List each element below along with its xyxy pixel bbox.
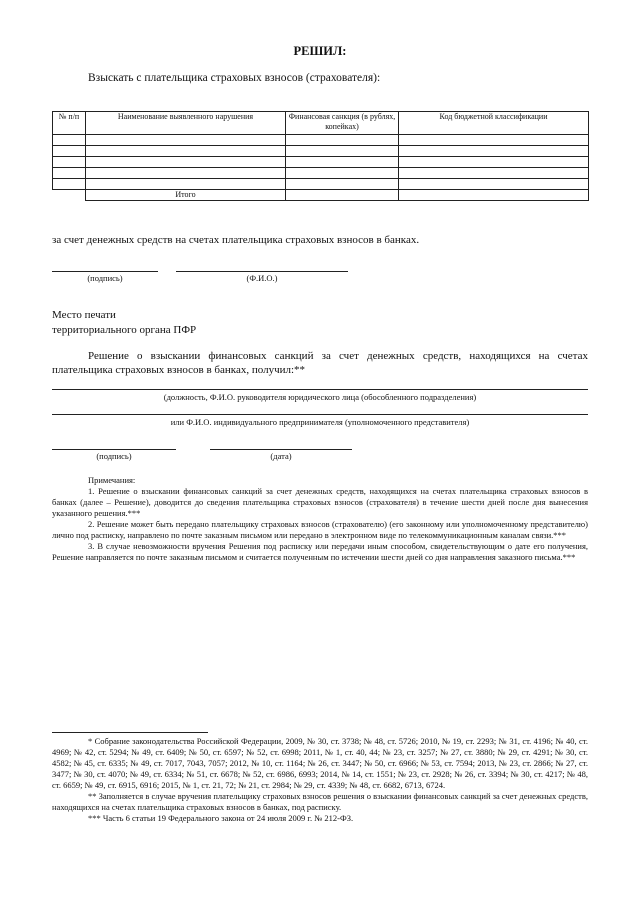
footnotes-block (52, 736, 588, 824)
stamp-line-1: Место печати (52, 309, 116, 321)
table-row (53, 179, 589, 190)
received-text: Решение о взыскании финансовых санкций за счет денежных средств, находящихся на счетах плательщика страховых взносов в банках, получил:** (52, 350, 588, 376)
table-header-row (53, 112, 589, 135)
entrepreneur-line (52, 414, 588, 415)
footnote-item: *** Часть 6 статьи 19 Федерального закона от 24 июля 2009 г. № 212-ФЗ. (88, 813, 354, 823)
footnote-item: ** Заполняется в случае вручения плательщику страховых взносов решения о взыскании финансовых санкций за счет денежных средств, находящихся на счетах плательщика страховых взносов в банках, под расписку. (52, 791, 588, 812)
signature-caption-2: (подпись) (96, 451, 132, 461)
header-sanction: Финансовая санкция (в рублях, копейках) (286, 112, 399, 135)
signature-line (52, 271, 158, 272)
intro-text: Взыскать с плательщика страховых взносов (страхователя): (88, 72, 381, 84)
footnote-separator (52, 732, 208, 733)
date-line (210, 449, 352, 450)
funds-text: за счет денежных средств на счетах плательщика страховых взносов в банках. (52, 234, 420, 246)
table-row (53, 135, 589, 146)
page-title: РЕШИЛ: (293, 44, 347, 58)
table-row (53, 157, 589, 168)
entrepreneur-caption: или Ф.И.О. индивидуального предпринимателя (уполномоченного представителя) (170, 417, 470, 427)
note-item: 2. Решение может быть передано плательщику страховых взносов (страхователю) (его законному или уполномоченному представителю) лично под расписку, направлено по почте заказным письмом или передано в электронном виде по телекоммуникационным каналам связи.*** (52, 519, 588, 540)
sanctions-table (52, 111, 589, 201)
position-caption: (должность, Ф.И.О. руководителя юридического лица (обособленного подразделения) (163, 392, 477, 402)
fio-line (176, 271, 348, 272)
note-item: 1. Решение о взыскании финансовых санкций за счет денежных средств, находящихся на счетах плательщика страховых взносов в банках (далее – Решение), доводится до сведения плательщика страховых взносов (страхователя) в течение шести дней после дня вынесения указанного решения.*** (52, 486, 588, 518)
signature-line-2 (52, 449, 176, 450)
header-violation: Наименование выявленного нарушения (86, 112, 286, 135)
date-caption: (дата) (270, 451, 292, 461)
table-row (53, 146, 589, 157)
fio-caption: (Ф.И.О.) (246, 273, 278, 283)
footnote-item: * Собрание законодательства Российской Федерации, 2009, № 30, ст. 3738; № 48, ст. 5726; 2010, № 19, ст. 2293; № 31, ст. 4196; № 40, ст. 4969; № 42, ст. 5294; № 49, ст. 6409; № 50, ст. 6597; № 52, ст. 6998; 2011, № 1, ст. 40, 44; № 23, ст. 3257; № 27, ст. 3880; № 29, ст. 4291; № 30, ст. 4582; № 45, ст. 6335; № 49, ст. 7017, 7043, 7057; 2012, № 10, ст. 1164; № 26, ст. 3447; № 50, ст. 6966; № 53, ст. 7594; 2013, № 23, ст. 2866; № 27, ст. 3477; № 30, ст. 4070; № 49, ст. 6334; № 51, ст. 6678; № 52, ст. 6986, 6993; 2014, № 14, ст. 1551; № 23, ст. 2928; № 26, ст. 3394; № 30, ст. 4217; № 48, ст. 6659; № 49, ст. 6915, 6916; 2015, № 1, ст. 21, 72; № 21, ст. 2984; № 29, ст. 4339; № 48, ст. 6682, 6713, 6724. (52, 736, 588, 790)
notes-heading: Примечания: (88, 475, 136, 485)
table-row (53, 168, 589, 179)
header-kbk: Код бюджетной классификации (399, 112, 589, 135)
stamp-line-2: территориального органа ПФР (52, 324, 197, 336)
table-total-row (53, 190, 589, 201)
total-label: Итого (86, 190, 286, 201)
signature-caption: (подпись) (87, 273, 123, 283)
header-number: № п/п (53, 112, 86, 135)
note-item: 3. В случае невозможности вручения Решения под расписку или передачи иным способом, свидетельствующим о дате его получения, Решение направляется по почте заказным письмом и считается полученным по истечении шести дней со дня направления заказного письма.*** (52, 541, 588, 562)
position-line (52, 389, 588, 390)
notes-block (52, 475, 588, 563)
